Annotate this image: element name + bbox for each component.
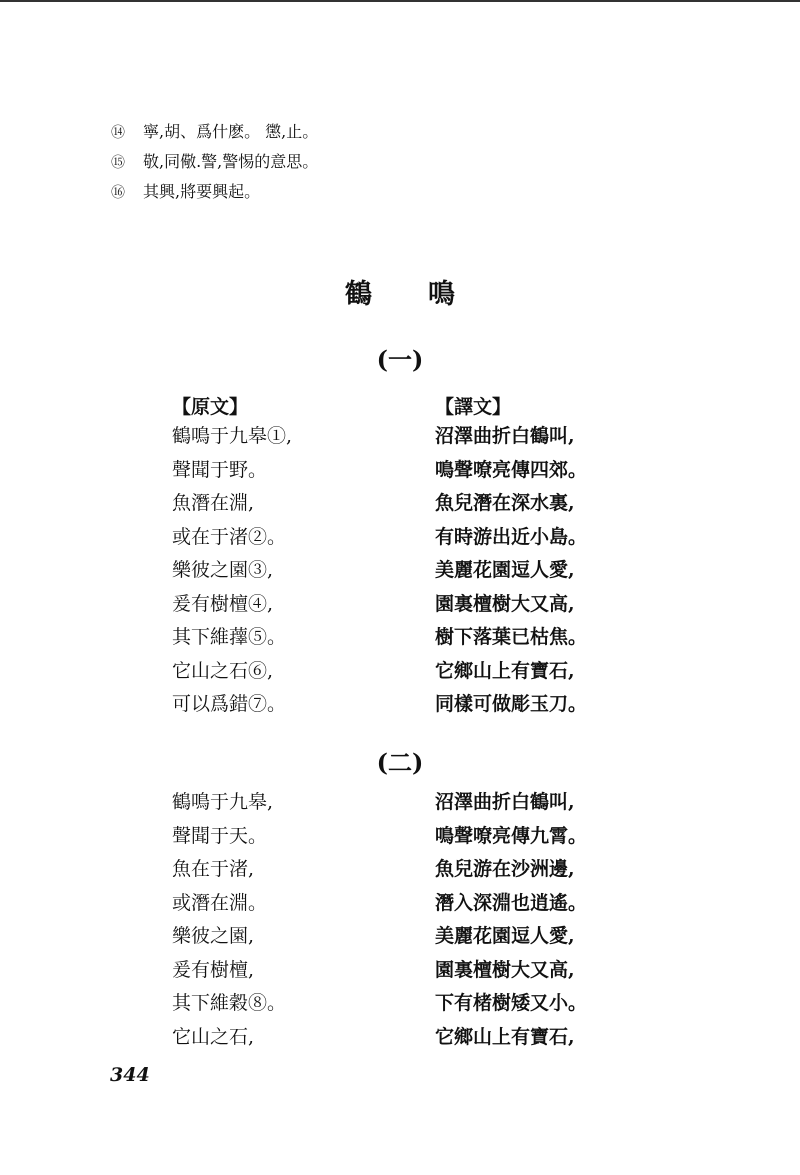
translation-line: 有時游出近小島。 [435, 525, 588, 548]
poem-line: 鶴鳴于九皋①, [172, 425, 293, 447]
poem-line: 可以爲錯⑦。 [172, 693, 287, 715]
footnote-number: ⑯ [111, 185, 125, 201]
top-border-rule [0, 0, 800, 2]
translation-line: 它鄉山上有寶石, [435, 1025, 575, 1048]
footnotes [111, 122, 318, 212]
translation-line: 鳴聲嘹亮傳四郊。 [435, 458, 588, 481]
footnote-16 [111, 182, 318, 212]
poem-line: 聲聞于野。 [172, 458, 268, 481]
translation-line: 鳴聲嘹亮傳九霄。 [435, 824, 588, 847]
footnote-text: 其興,將要興起。 [143, 182, 261, 201]
original-header: 【原文】 [172, 396, 249, 418]
translation-line: 同樣可做彫玉刀。 [435, 693, 588, 715]
translation-line: 沼澤曲折白鶴叫, [435, 791, 575, 813]
footnote-text: 敬,同儆.警,警惕的意思。 [143, 152, 319, 171]
section-label-2: (二) [376, 748, 424, 777]
translation-line: 潛入深淵也逍遙。 [435, 891, 588, 914]
translation-line: 魚兒游在沙洲邊, [435, 858, 575, 880]
translation-line: 下有楮樹矮又小。 [435, 992, 588, 1014]
translation-line: 沼澤曲折白鶴叫, [435, 425, 575, 447]
translation-line: 它鄉山上有寶石, [435, 659, 575, 682]
translation-line: 園裏檀樹大又高, [435, 958, 575, 981]
footnote-text: 寧,胡、爲什麽。 懲,止。 [143, 122, 319, 141]
translation-line: 美麗花園逗人愛, [435, 559, 575, 581]
page-number: 344 [110, 1064, 150, 1086]
translation-line: 美麗花園逗人愛, [435, 925, 575, 947]
poem-line: 魚在于渚, [172, 858, 255, 880]
poem-line: 它山之石⑥, [172, 659, 274, 682]
translation-text-column-2 [435, 790, 587, 1058]
footnote-number: ⑮ [111, 155, 125, 171]
poem-line: 爰有樹檀④, [172, 592, 274, 615]
poem-line: 爰有樹檀, [172, 958, 255, 981]
translation-line: 樹下落葉已枯焦。 [435, 626, 588, 648]
poem-line: 它山之石, [172, 1025, 255, 1048]
original-text-column-1 [172, 392, 292, 726]
poem-line: 樂彼之園, [172, 925, 255, 947]
translation-line: 園裏檀樹大又高, [435, 592, 575, 615]
translation-header: 【譯文】 [435, 396, 512, 418]
poem-line: 其下維蘀⑤。 [172, 626, 287, 648]
footnote-number: ⑭ [111, 125, 125, 141]
section-label-1: (一) [376, 345, 424, 374]
poem-line: 聲聞于天。 [172, 824, 268, 847]
poem-line: 鶴鳴于九皋, [172, 791, 274, 813]
translation-text-column-1 [435, 392, 587, 726]
footnote-14 [111, 122, 318, 152]
poem-line: 樂彼之園③, [172, 559, 274, 581]
poem-title: 鶴鳴 [345, 279, 511, 310]
poem-line: 或潛在淵。 [172, 891, 268, 914]
poem-line: 其下維穀⑧。 [172, 992, 287, 1014]
poem-line: 魚潛在淵, [172, 492, 255, 514]
translation-line: 魚兒潛在深水裏, [435, 492, 575, 514]
original-text-column-2 [172, 790, 286, 1058]
footnote-15 [111, 152, 318, 182]
poem-line: 或在于渚②。 [172, 525, 287, 548]
